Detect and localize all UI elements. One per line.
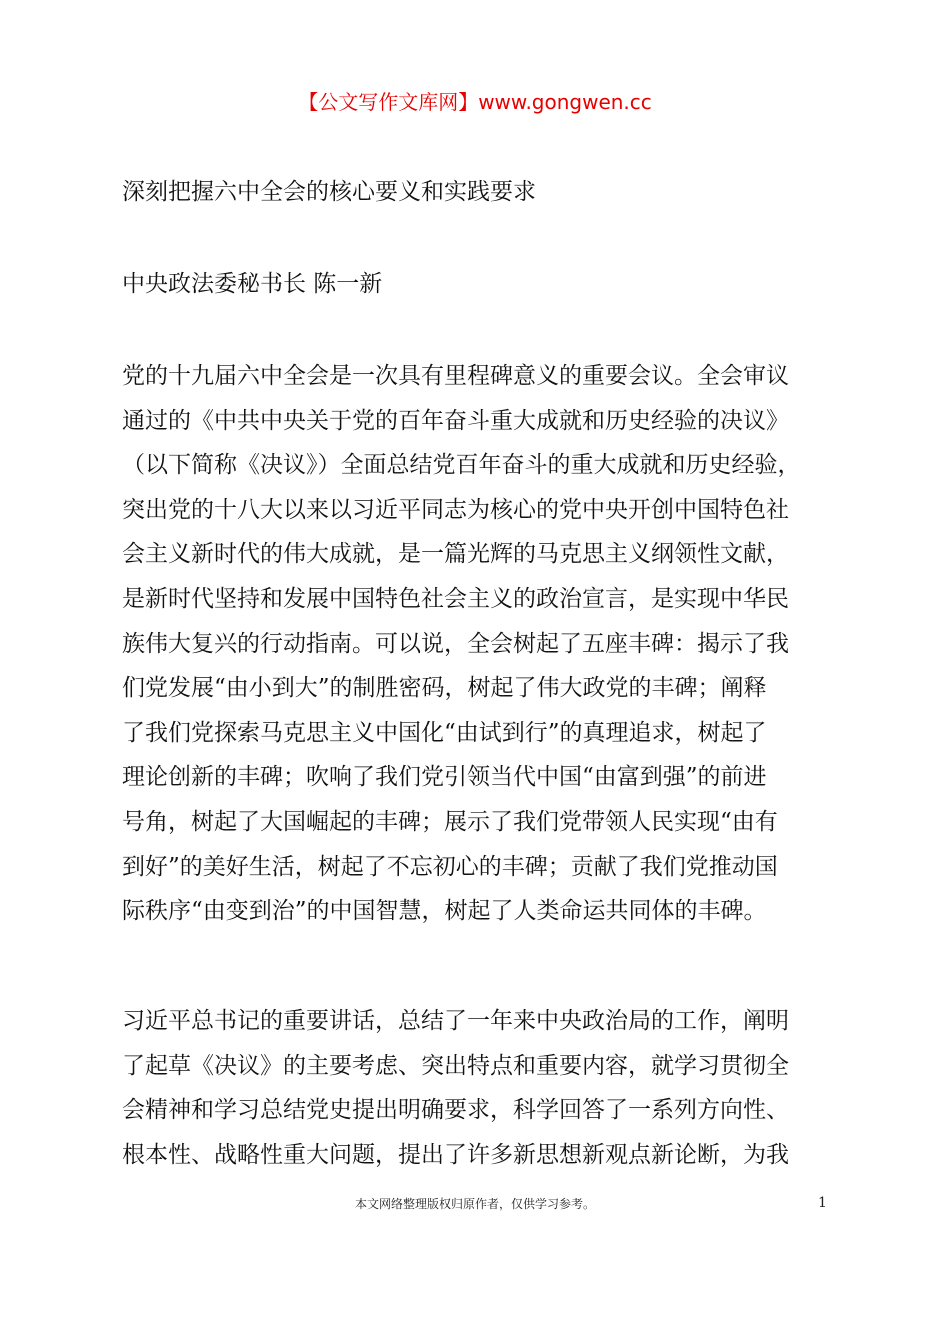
paragraph-line: 号角，树起了大国崛起的丰碑；展示了我们党带领人民实现“由有 xyxy=(122,808,778,835)
paragraph-line: 族伟大复兴的行动指南。可以说，全会树起了五座丰碑：揭示了我 xyxy=(122,630,789,657)
paragraph-line: 通过的《中共中央关于党的百年奋斗重大成就和历史经验的决议》 xyxy=(122,407,789,434)
paragraph-line: 会精神和学习总结党史提出明确要求，科学回答了一系列方向性、 xyxy=(122,1097,789,1124)
paragraph-line: （以下简称《决议》）全面总结党百年奋斗的重大成就和历史经验， xyxy=(122,452,801,479)
paragraph-line: 根本性、战略性重大问题，提出了许多新思想新观点新论断，为我 xyxy=(122,1141,789,1168)
paragraph-line: 际秩序“由变到治”的中国智慧，树起了人类命运共同体的丰碑。 xyxy=(122,898,767,925)
document-title: 深刻把握六中全会的核心要义和实践要求 xyxy=(122,179,536,205)
page-number: 1 xyxy=(818,1195,827,1211)
paragraph-line: 是新时代坚持和发展中国特色社会主义的政治宣言，是实现中华民 xyxy=(122,585,789,612)
paragraph-line: 了起草《决议》的主要考虑、突出特点和重要内容，就学习贯彻全 xyxy=(122,1052,789,1079)
paragraph-line: 党的十九届六中全会是一次具有里程碑意义的重要会议。全会审议 xyxy=(122,363,789,389)
paragraph-line: 到好”的美好生活，树起了不忘初心的丰碑；贡献了我们党推动国 xyxy=(122,853,778,880)
site-header-link[interactable]: 【公文写作文库网】www.gongwen.cc xyxy=(298,90,652,114)
document-author: 中央政法委秘书长 陈一新 xyxy=(122,271,383,297)
body-paragraph-2 xyxy=(122,999,840,1177)
paragraph-line: 突出党的十八大以来以习近平同志为核心的党中央开创中国特色社 xyxy=(122,496,789,523)
paragraph-line: 理论创新的丰碑；吹响了我们党引领当代中国“由富到强”的前进 xyxy=(122,764,767,791)
paragraph-line: 们党发展“由小到大”的制胜密码，树起了伟大政党的丰碑；阐释 xyxy=(122,675,767,702)
paragraph-line: 习近平总书记的重要讲话，总结了一年来中央政治局的工作，阐明 xyxy=(122,1008,789,1034)
footer-copyright-note: 本文网络整理版权归原作者，仅供学习参考。 xyxy=(354,1197,595,1211)
paragraph-line: 会主义新时代的伟大成就，是一篇光辉的马克思主义纲领性文献， xyxy=(122,541,789,568)
body-paragraph-1 xyxy=(122,354,840,934)
paragraph-line: 了我们党探索马克思主义中国化“由试到行”的真理追求，树起了 xyxy=(122,719,767,746)
